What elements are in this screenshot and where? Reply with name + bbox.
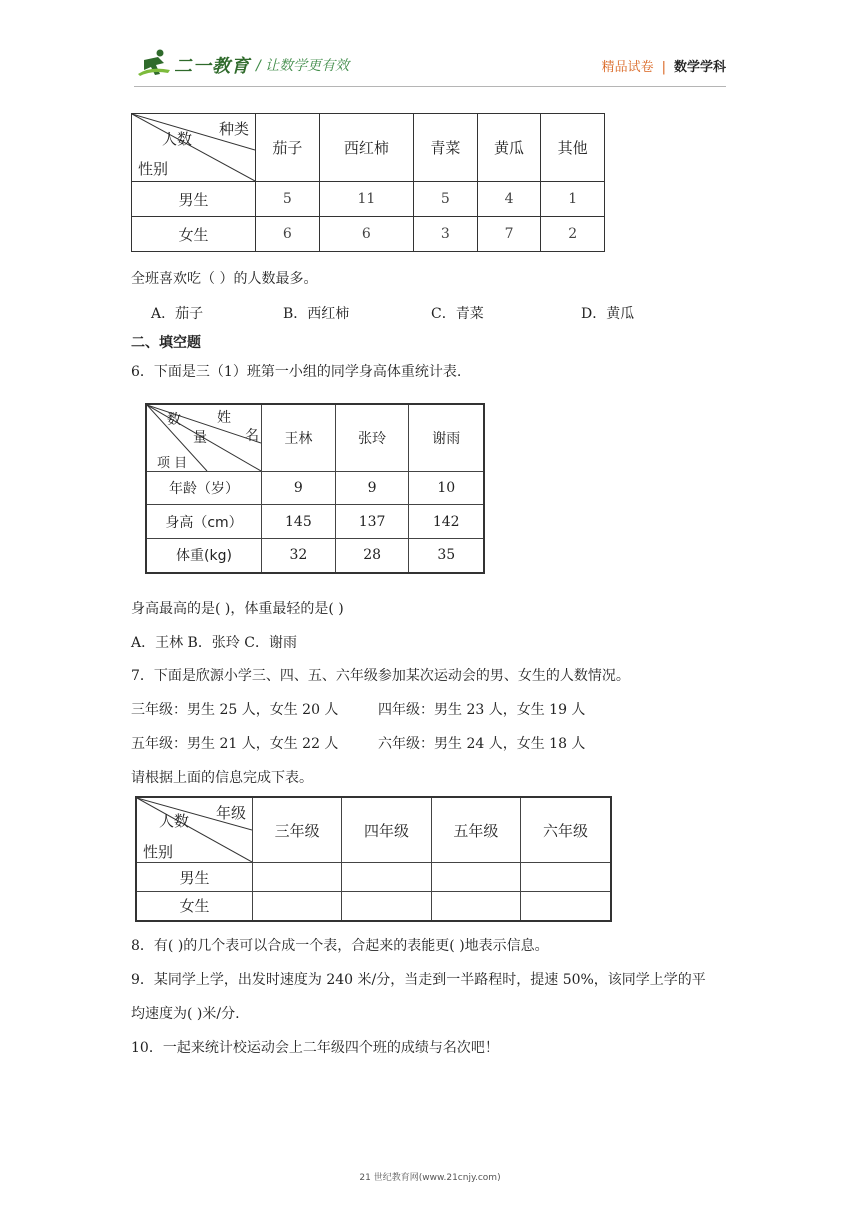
table-row	[136, 892, 611, 921]
table2-corner-d: 名	[245, 428, 259, 444]
table3-col-header: 六年级	[521, 797, 611, 863]
q10-text: 10．一起来统计校运动会上二年级四个班的成绩与名次吧！	[131, 1040, 499, 1056]
q9-line1: 9．某同学上学，出发时速度为 240 米/分，当走到一半路程时，提速 50%，该同学上学的平	[131, 972, 706, 988]
blank-cell[interactable]	[521, 892, 611, 921]
table-cell: 9	[262, 472, 336, 505]
table-cell: 3	[414, 217, 478, 252]
table1-corner-top: 种类	[218, 120, 249, 138]
table-cell: 1	[541, 182, 605, 217]
q8-text: 8．有( )的几个表可以合成一个表，合起来的表能更( )地表示信息。	[131, 938, 549, 954]
header-divider	[134, 86, 726, 87]
q6-stem: 6．下面是三（1）班第一小组的同学身高体重统计表.	[131, 364, 462, 380]
q5-option-a: A．茄子	[151, 306, 204, 322]
table3-col-header: 三年级	[253, 797, 342, 863]
q6-question: 身高最高的是( )，体重最轻的是( )	[131, 601, 344, 617]
header-separator: |	[661, 60, 666, 75]
logo-text: 二一教育	[174, 56, 250, 77]
table1-corner-cell	[132, 114, 256, 182]
table1-corner-mid: 人数	[162, 130, 193, 148]
table1-col-header: 西红柿	[319, 114, 413, 182]
table2-col-header: 谢雨	[409, 404, 484, 472]
table2-col-header: 张玲	[335, 404, 409, 472]
table-cell: 35	[409, 539, 484, 573]
q7-instruction: 请根据上面的信息完成下表。	[131, 770, 313, 786]
table-cell: 5	[414, 182, 478, 217]
vegetable-preference-table	[131, 113, 605, 252]
q6-options: A．王林 B．张玲 C．谢雨	[131, 635, 298, 651]
table-cell: 6	[319, 217, 413, 252]
table3-col-header: 五年级	[431, 797, 520, 863]
table-cell: 145	[262, 505, 336, 539]
table3-corner-mid: 人数	[159, 812, 190, 830]
header-label-premium: 精品试卷	[601, 60, 654, 75]
header-right	[602, 56, 726, 75]
q5-option-b: B．西红柿	[283, 306, 350, 322]
blank-cell[interactable]	[431, 863, 520, 892]
q5-stem: 全班喜欢吃（ ）的人数最多。	[131, 271, 318, 287]
table-cell: 5	[256, 182, 320, 217]
table-cell: 6	[256, 217, 320, 252]
table3-col-header: 四年级	[342, 797, 431, 863]
blank-cell[interactable]	[521, 863, 611, 892]
table1-col-header: 青菜	[414, 114, 478, 182]
blank-cell[interactable]	[253, 863, 342, 892]
table-cell: 11	[319, 182, 413, 217]
table1-corner-bottom: 性别	[138, 160, 169, 178]
row-label: 年龄（岁）	[146, 472, 262, 505]
table1-col-header: 黄瓜	[477, 114, 541, 182]
table3-corner-cell	[136, 797, 253, 863]
table-cell: 2	[541, 217, 605, 252]
table-row	[146, 505, 484, 539]
q7-stem: 7．下面是欣源小学三、四、五、六年级参加某次运动会的男、女生的人数情况。	[131, 668, 630, 684]
q7-line2a: 五年级：男生 21 人，女生 22 人	[131, 736, 339, 752]
q7-line1a: 三年级：男生 25 人，女生 20 人	[131, 702, 339, 718]
table2-corner-cell	[146, 404, 262, 472]
q5-option-c: C．青菜	[431, 306, 484, 322]
q5-option-d: D．黄瓜	[581, 306, 635, 322]
header-label-subject: 数学学科	[673, 60, 726, 75]
q9-line2: 均速度为( )米/分.	[131, 1006, 240, 1022]
blank-cell[interactable]	[253, 892, 342, 921]
table-row	[132, 217, 605, 252]
table-row	[146, 472, 484, 505]
table-row	[132, 182, 605, 217]
section-heading-fill-in: 二、填空题	[131, 335, 201, 351]
table3-corner-top: 年级	[215, 804, 246, 822]
row-label: 女生	[136, 892, 253, 921]
height-weight-table	[145, 403, 485, 574]
table-cell: 9	[335, 472, 409, 505]
table-row	[146, 539, 484, 573]
logo-runner-icon	[136, 48, 172, 78]
table-row	[136, 863, 611, 892]
table-cell: 4	[477, 182, 541, 217]
table3-corner-bottom: 性别	[143, 843, 174, 861]
table2-col-header: 王林	[262, 404, 336, 472]
blank-cell[interactable]	[342, 863, 431, 892]
table2-corner-c: 量	[193, 430, 207, 446]
blank-cell[interactable]	[342, 892, 431, 921]
row-label: 女生	[132, 217, 256, 252]
row-label: 身高（cm）	[146, 505, 262, 539]
table-cell: 10	[409, 472, 484, 505]
page-footer: 21 世纪教育网(www.21cnjy.com)	[359, 1173, 501, 1183]
row-label: 男生	[136, 863, 253, 892]
table1-col-header: 茄子	[256, 114, 320, 182]
q7-line2b: 六年级：男生 24 人，女生 18 人	[378, 736, 586, 752]
row-label: 体重(kg)	[146, 539, 262, 573]
table-cell: 137	[335, 505, 409, 539]
table-cell: 32	[262, 539, 336, 573]
table-cell: 7	[477, 217, 541, 252]
q7-line1b: 四年级：男生 23 人，女生 19 人	[378, 702, 586, 718]
blank-cell[interactable]	[431, 892, 520, 921]
grade-participation-table	[135, 796, 612, 922]
table-cell: 142	[409, 505, 484, 539]
table-cell: 28	[335, 539, 409, 573]
table2-corner-a: 数	[167, 412, 181, 428]
header-slogan: / 让数学更有效	[256, 58, 350, 74]
table2-corner-b: 姓	[217, 410, 231, 426]
table2-corner-e: 项 目	[157, 456, 188, 471]
row-label: 男生	[132, 182, 256, 217]
table1-col-header: 其他	[541, 114, 605, 182]
